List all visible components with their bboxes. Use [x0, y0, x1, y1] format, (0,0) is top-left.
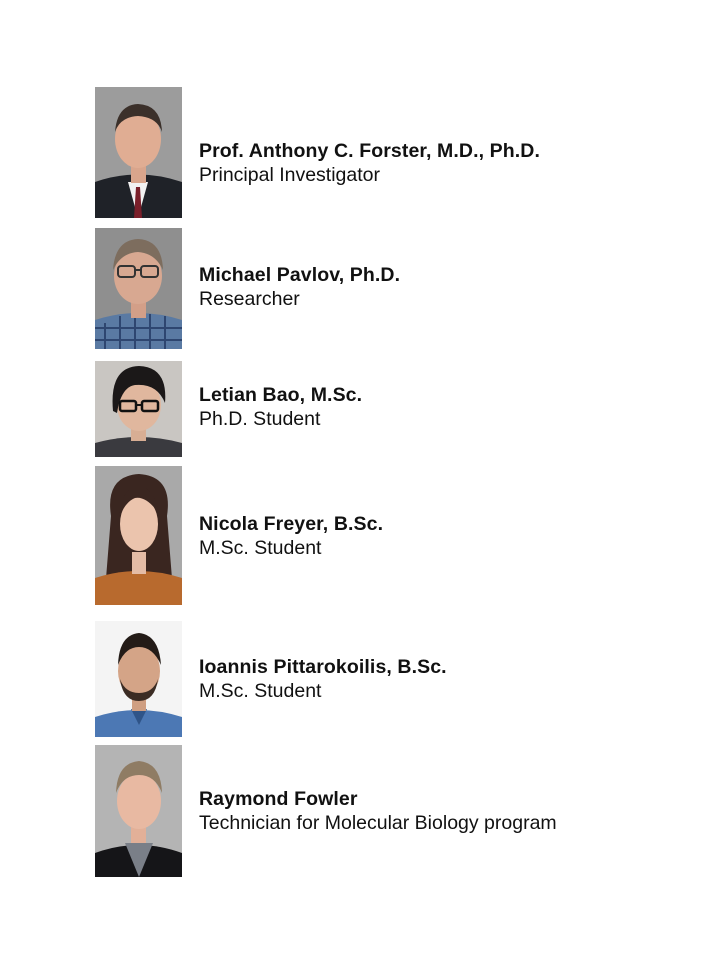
- portrait-photo-forster: [95, 87, 182, 218]
- team-member-pavlov: [0, 228, 720, 349]
- member-role: Technician for Molecular Biology program: [199, 812, 557, 834]
- member-name: Nicola Freyer, B.Sc.: [199, 513, 384, 535]
- portrait-photo-pittarokoilis: [95, 621, 182, 737]
- portrait-photo-freyer: [95, 466, 182, 605]
- member-role: Ph.D. Student: [199, 408, 321, 430]
- team-member-fowler: [0, 745, 720, 877]
- member-name: Ioannis Pittarokoilis, B.Sc.: [199, 656, 447, 678]
- member-role: Principal Investigator: [199, 164, 381, 186]
- team-member-pittarokoilis: [0, 621, 720, 737]
- member-name: Prof. Anthony C. Forster, M.D., Ph.D.: [199, 140, 540, 162]
- team-member-freyer: [0, 466, 720, 605]
- team-member-bao: [0, 361, 720, 457]
- member-name: Michael Pavlov, Ph.D.: [199, 264, 401, 286]
- team-member-forster: [0, 87, 720, 218]
- member-name: Raymond Fowler: [199, 788, 358, 810]
- portrait-photo-bao: [95, 361, 182, 457]
- member-role: M.Sc. Student: [199, 537, 322, 559]
- portrait-photo-fowler: [95, 745, 182, 877]
- member-role: M.Sc. Student: [199, 680, 322, 702]
- member-role: Researcher: [199, 288, 300, 310]
- member-name: Letian Bao, M.Sc.: [199, 384, 363, 406]
- portrait-photo-pavlov: [95, 228, 182, 349]
